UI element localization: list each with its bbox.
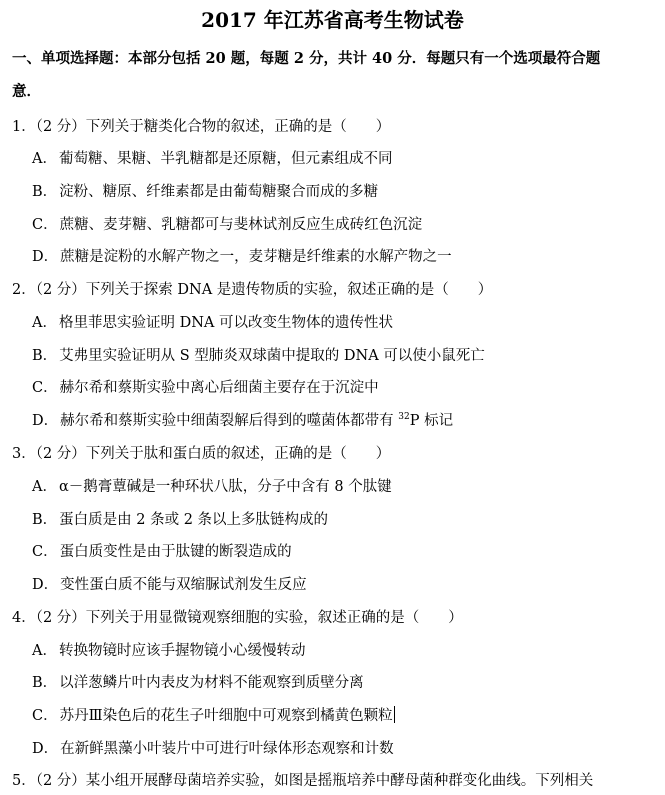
question-2-option-b: B． 艾弗里实验证明从 S 型肺炎双球菌中提取的 DNA 可以使小鼠死亡 <box>32 348 485 364</box>
question-1-option-a: A． 葡萄糖、果糖、半乳糖都是还原糖，但元素组成不同 <box>32 151 393 167</box>
question-5-stem: 5．（2 分）某小组开展酵母菌培养实验，如图是摇瓶培养中酵母菌种群变化曲线。下列相关 <box>12 773 594 789</box>
question-1-stem: 1．（2 分）下列关于糖类化合物的叙述，正确的是（ ） <box>12 119 391 135</box>
question-4-option-b: B． 以洋葱鳞片叶内表皮为材料不能观察到质壁分离 <box>32 675 364 691</box>
question-4-option-c: C． 苏丹Ⅲ染色后的花生子叶细胞中可观察到橘黄色颗粒 <box>32 708 393 724</box>
question-3-option-c: C． 蛋白质变性是由于肽键的断裂造成的 <box>32 544 292 560</box>
question-1-option-b: B． 淀粉、糖原、纤维素都是由葡萄糖聚合而成的多糖 <box>32 184 379 200</box>
question-1-option-d: D． 蔗糖是淀粉的水解产物之一，麦芽糖是纤维素的水解产物之一 <box>32 249 452 265</box>
text-cursor <box>394 706 395 723</box>
question-4-option-d: D． 在新鲜黑藻小叶装片中可进行叶绿体形态观察和计数 <box>32 741 394 757</box>
question-4-option-a: A． 转换物镜时应该手握物镜小心缓慢转动 <box>32 643 306 659</box>
question-2-option-d: D． 赫尔希和蔡斯实验中细菌裂解后得到的噬菌体都带有 $^{32}$P 标记 <box>32 412 454 429</box>
page-title: 2017 年江苏省高考生物试卷 <box>201 8 464 32</box>
question-3-stem: 3．（2 分）下列关于肽和蛋白质的叙述，正确的是（ ） <box>12 446 391 462</box>
question-3-option-a: A． α－鹅膏蕈碱是一种环状八肽，分子中含有 8 个肽键 <box>32 479 392 495</box>
section-heading: 一、单项选择题：本部分包括 20 题，每题 2 分，共计 40 分．每题只有一个选项最符合题意． <box>12 50 601 100</box>
question-2-option-c: C． 赫尔希和蔡斯实验中离心后细菌主要存在于沉淀中 <box>32 380 379 396</box>
question-4-stem: 4．（2 分）下列关于用显微镜观察细胞的实验，叙述正确的是（ ） <box>12 610 463 626</box>
question-3-option-d: D． 变性蛋白质不能与双缩脲试剂发生反应 <box>32 577 307 593</box>
question-2-stem: 2．（2 分）下列关于探索 DNA 是遗传物质的实验，叙述正确的是（ ） <box>12 282 493 298</box>
question-1-option-c: C． 蔗糖、麦芽糖、乳糖都可与斐林试剂反应生成砖红色沉淀 <box>32 217 423 233</box>
question-3-option-b: B． 蛋白质是由 2 条或 2 条以上多肽链构成的 <box>32 512 329 528</box>
question-2-option-a: A． 格里菲思实验证明 DNA 可以改变生物体的遗传性状 <box>32 315 393 331</box>
superscript-32: 32 <box>398 412 410 423</box>
